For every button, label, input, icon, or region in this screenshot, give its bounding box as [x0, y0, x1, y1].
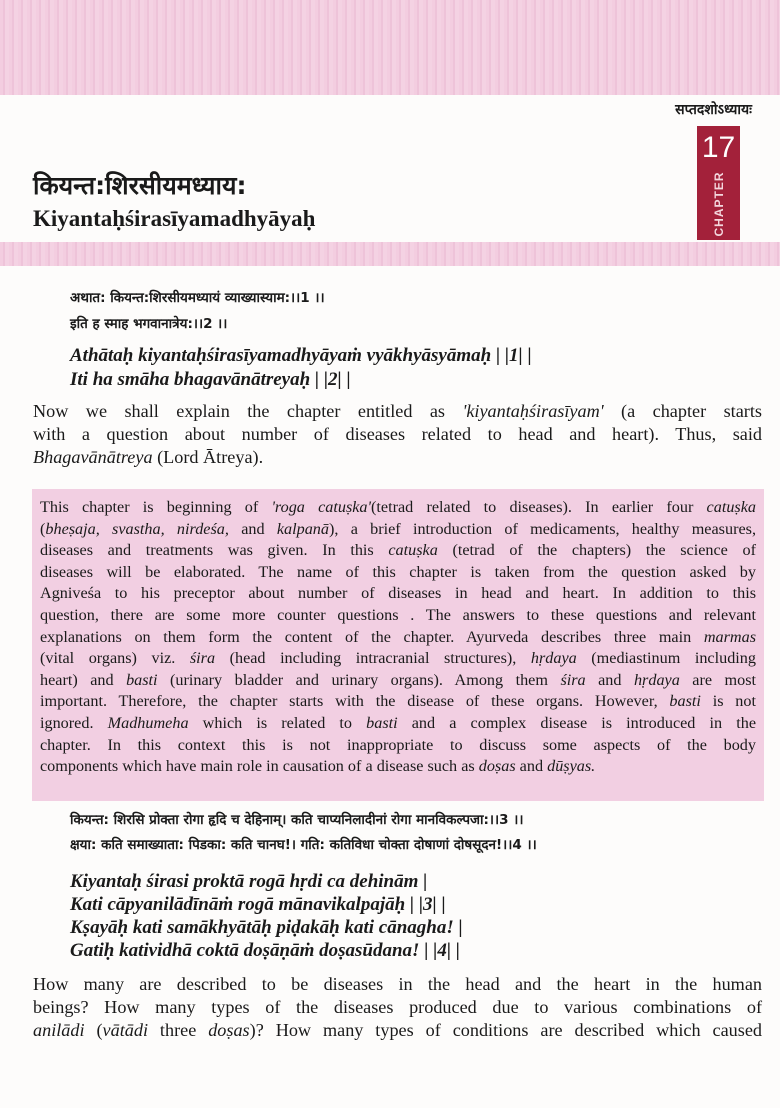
chapter-number: 17: [701, 131, 736, 164]
text-run: This chapter is beginning of: [40, 498, 272, 516]
text-line: [40, 691, 756, 713]
text-run: (tetrad related to diseases). In earlier four: [371, 498, 707, 516]
verse-transliteration: Kati cāpyanilādīnāṁ rogā mānavikalpajāḥ | |3| |: [70, 894, 446, 915]
italic-term: basti: [669, 692, 701, 711]
italic-term: hṛdaya: [633, 670, 680, 689]
running-head: सप्तदशोऽध्यायः: [675, 102, 752, 118]
text-run: diseases and treatments was given. In this: [40, 541, 389, 560]
verse-transliteration: Athātaḥ kiyantaḥśirasīyamadhyāyaṁ vyākhyāsyāmaḥ | |1| |: [70, 345, 532, 366]
italic-term: basti: [126, 670, 158, 689]
text-run: diseases will be elaborated. The name of this chapter is taken from the question asked by: [40, 562, 756, 581]
text-line: [33, 996, 762, 1019]
text-line: [40, 519, 756, 541]
verse-transliteration: Gatiḥ katividhā coktā doṣāṇāṁ doṣasūdana! | |4| |: [70, 940, 460, 961]
text-line: [33, 400, 762, 423]
italic-term: Madhumeha: [107, 713, 189, 732]
text-run: (: [84, 1020, 103, 1040]
text-run: important. Therefore, the chapter starts with the disease of these organs. However,: [40, 692, 670, 711]
text-run: ), a brief introduction of medicaments, healthy measures,: [329, 519, 756, 538]
verse-devanagari: क्षया: कति समाख्याता: पिडका: कति चानघ!। गति: कतिविधा चोक्ता दोषाणां दोषसूदन!।।4 ।।: [70, 837, 537, 853]
text-line: [33, 973, 762, 996]
commentary-text: [40, 497, 756, 778]
text-run: which is related to: [188, 713, 367, 732]
text-run: (vital organs) viz.: [40, 649, 190, 668]
italic-term: doṣas: [478, 757, 516, 776]
text-run: (head including intracranial structures),: [215, 649, 531, 668]
chapter-title-roman: Kiyantaḥśirasīyamadhyāyaḥ: [33, 206, 316, 231]
text-run: (Lord Ātreya).: [152, 447, 264, 467]
italic-term: 'kiyantaḥśirasīyam': [462, 401, 604, 421]
italic-term: śira: [189, 649, 216, 668]
text-run: question, there are some more counter questions . The answers to these questions and relevant: [40, 605, 756, 624]
text-run: and: [585, 670, 634, 689]
verse-transliteration: Iti ha smāha bhagavānātreyaḥ | |2| |: [70, 369, 351, 390]
chapter-title-devanagari: कियन्त:शिरसीयमध्याय:: [33, 171, 247, 200]
italic-term: 'roga catuṣka': [271, 498, 371, 516]
text-line: [40, 583, 756, 605]
text-line: [33, 446, 762, 469]
text-run: (a chapter starts: [603, 401, 762, 421]
italic-term: Bhagavānātreya: [33, 447, 153, 467]
italic-term: śira: [560, 670, 586, 689]
text-line: [33, 1019, 762, 1042]
text-line: [40, 605, 756, 627]
italic-term: doṣas: [208, 1020, 250, 1040]
text-run: components which have main role in causation of a disease such as: [40, 757, 479, 776]
text-line: [40, 670, 756, 692]
text-run: Agniveśa to his preceptor about number of diseases in head and heart. In addition to this: [40, 584, 756, 603]
translation-paragraph: [33, 973, 762, 1042]
chapter-badge: [697, 126, 740, 240]
title-divider-band: [0, 242, 780, 266]
text-line: [40, 735, 756, 757]
italic-term: basti: [366, 713, 398, 732]
translation-paragraph: [33, 400, 762, 469]
text-line: [40, 562, 756, 584]
italic-term: catuṣka: [706, 498, 756, 516]
text-run: three: [148, 1020, 209, 1040]
italic-term: vātādi: [102, 1020, 148, 1040]
text-line: [33, 423, 762, 446]
italic-term: dūṣyas.: [547, 757, 596, 776]
chapter-label: CHAPTER: [711, 171, 726, 237]
text-run: explanations on them form the content of the chapter. Ayurveda describes three main: [40, 627, 704, 646]
text-run: (mediastinum including: [576, 649, 756, 668]
italic-term: anilādi: [33, 1020, 85, 1040]
verse-devanagari: अथात: कियन्त:शिरसीयमध्यायं व्याख्यास्याम:।।1 ।।: [70, 290, 325, 306]
text-run: chapter. In this context this is not inappropriate to discuss some aspects of the body: [40, 735, 756, 754]
italic-term: marmas: [703, 627, 756, 646]
verse-devanagari: इति ह स्माह भगवानात्रेय:।।2 ।।: [70, 316, 228, 332]
text-run: is not: [700, 692, 756, 711]
text-run: (: [40, 519, 46, 538]
text-line: [40, 756, 756, 778]
text-line: [40, 648, 756, 670]
text-run: (urinary bladder and urinary organs). Among them: [157, 670, 561, 689]
text-run: ignored.: [40, 713, 108, 732]
text-line: [40, 713, 756, 735]
text-run: are most: [679, 670, 756, 689]
verse-transliteration: Kiyantaḥ śirasi proktā rogā hṛdi ca dehinām |: [70, 871, 428, 892]
text-run: beings? How many types of the diseases produced due to various combinations of: [33, 997, 762, 1017]
text-run: and: [228, 519, 277, 538]
text-run: with a question about number of diseases related to head and heart). Thus, said: [33, 424, 762, 444]
verse-transliteration: Kṣayāḥ kati samākhyātāḥ piḍakāḥ kati cānagha! |: [70, 917, 463, 938]
text-run: heart) and: [40, 670, 127, 689]
text-run: and: [515, 757, 548, 776]
verse-devanagari: कियन्त: शिरसि प्रोक्ता रोगा हृदि च देहिनाम्। कति चाप्यनिलादीनां रोगा मानविकल्पजा:।।3 ।।: [70, 812, 524, 828]
text-line: [40, 540, 756, 562]
text-run: (tetrad of the chapters) the science of: [437, 541, 756, 560]
text-run: Now we shall explain the chapter entitled as: [33, 401, 463, 421]
text-run: )? How many types of conditions are described which caused: [249, 1020, 762, 1040]
text-run: and a complex disease is introduced in the: [397, 713, 757, 732]
italic-term: catuṣka: [388, 541, 438, 560]
text-run: How many are described to be diseases in the head and the heart in the human: [33, 974, 762, 994]
text-line: [40, 497, 756, 519]
italic-term: hṛdaya: [530, 649, 577, 668]
top-decorative-band: [0, 0, 780, 95]
italic-term: kalpanā: [276, 519, 329, 538]
text-line: [40, 627, 756, 649]
italic-term: bheṣaja, svastha, nirdeśa,: [45, 519, 229, 538]
